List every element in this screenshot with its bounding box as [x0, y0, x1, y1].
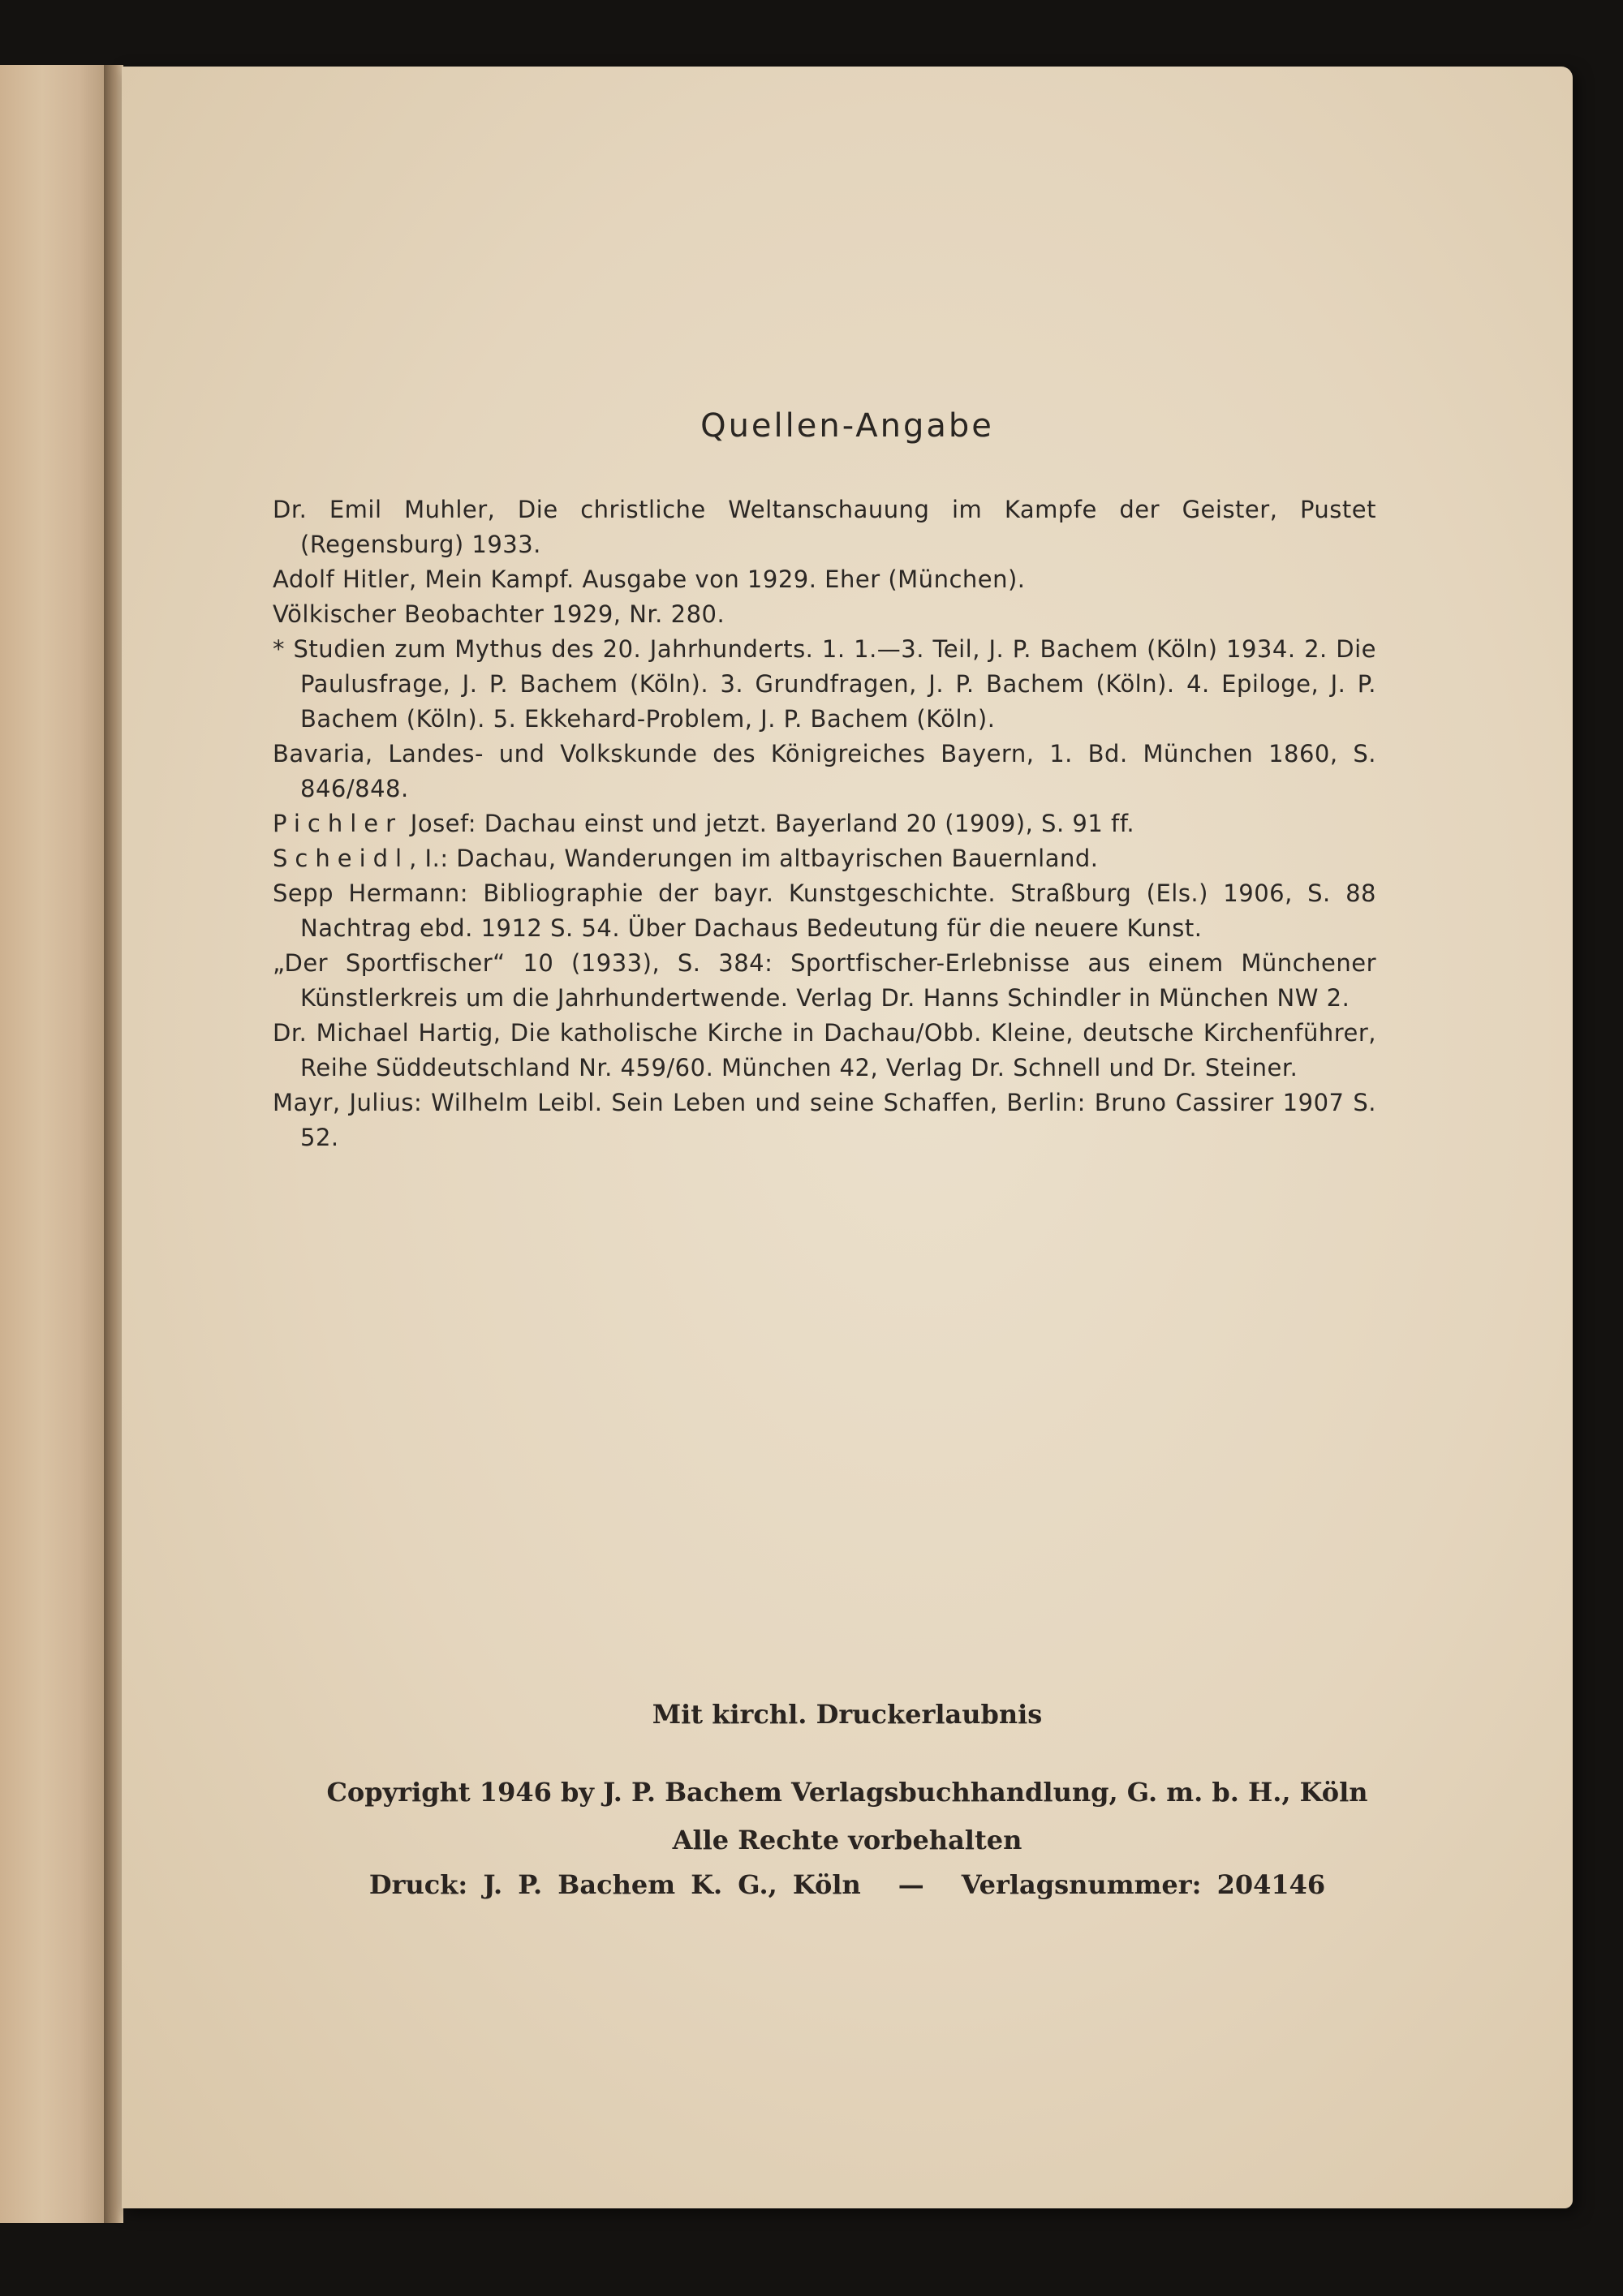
reference-item [273, 841, 1376, 876]
book-gutter [104, 65, 123, 2223]
print-permission: Mit kirchl. Druckerlaubnis [652, 1699, 1043, 1730]
reference-text: Josef: Dachau einst und jetzt. Bayerland 20 (1909), S. 91 ff. [403, 810, 1135, 837]
reference-item: Bavaria, Landes- und Volkskunde des Königreiches Bayern, 1. Bd. München 1860, S. 846/848. [273, 740, 1376, 802]
reference-item: Dr. Michael Hartig, Die katholische Kirche in Dachau/Obb. Kleine, deutsche Kirchenführer, Reihe Süddeutschland Nr. 459/60. München 42, Verlag Dr. Schnell und Dr. Steiner. [273, 1019, 1376, 1081]
reference-item: Mayr, Julius: Wilhelm Leibl. Sein Leben und seine Schaffen, Berlin: Bruno Cassirer 1907 S. 52. [273, 1089, 1376, 1151]
page-title: Quellen-Angabe [700, 407, 994, 445]
publisher-number: Verlagsnummer: 204146 [961, 1869, 1326, 1900]
separator-dash: — [898, 1869, 924, 1900]
reference-item: Dr. Emil Muhler, Die christliche Weltanschauung im Kampfe der Geister, Pustet (Regensburg) 1933. [273, 496, 1376, 558]
rights-notice: Alle Rechte vorbehalten [672, 1825, 1022, 1855]
reference-item [273, 806, 1376, 841]
reference-list [273, 492, 1376, 1155]
reference-author: Pichler [273, 810, 403, 837]
book-page [122, 67, 1573, 2208]
reference-author: Scheidl [273, 845, 410, 872]
reference-item: „Der Sportfischer“ 10 (1933), S. 384: Sportfischer-Erlebnisse aus einem Münchener Künstlerkreis um die Jahrhundertwende. Verlag Dr. Hanns Schindler in München NW 2. [273, 949, 1376, 1012]
copyright-notice: Copyright 1946 by J. P. Bachem Verlagsbuchhandlung, G. m. b. H., Köln [326, 1777, 1368, 1808]
printer-name: Druck: J. P. Bachem K. G., Köln [368, 1869, 861, 1900]
reference-item: Adolf Hitler, Mein Kampf. Ausgabe von 1929. Eher (München). [273, 565, 1026, 593]
reference-text: , I.: Dachau, Wanderungen im altbayrischen Bauernland. [409, 845, 1099, 872]
reference-item: * Studien zum Mythus des 20. Jahrhunderts. 1. 1.—3. Teil, J. P. Bachem (Köln) 1934. 2. Die Paulusfrage, J. P. Bachem (Köln). 3. Grundfragen, J. P. Bachem (Köln). 4. Epiloge, J. P. Bachem (Köln). 5. Ekkehard-Problem, J. P. Bachem (Köln). [273, 635, 1376, 733]
left-page-edge [0, 65, 108, 2223]
printer-line [122, 1869, 1573, 1900]
reference-item: Völkischer Beobachter 1929, Nr. 280. [273, 600, 725, 628]
reference-item: Sepp Hermann: Bibliographie der bayr. Kunstgeschichte. Straßburg (Els.) 1906, S. 88 Nachtrag ebd. 1912 S. 54. Über Dachaus Bedeutung für die neuere Kunst. [273, 879, 1376, 942]
